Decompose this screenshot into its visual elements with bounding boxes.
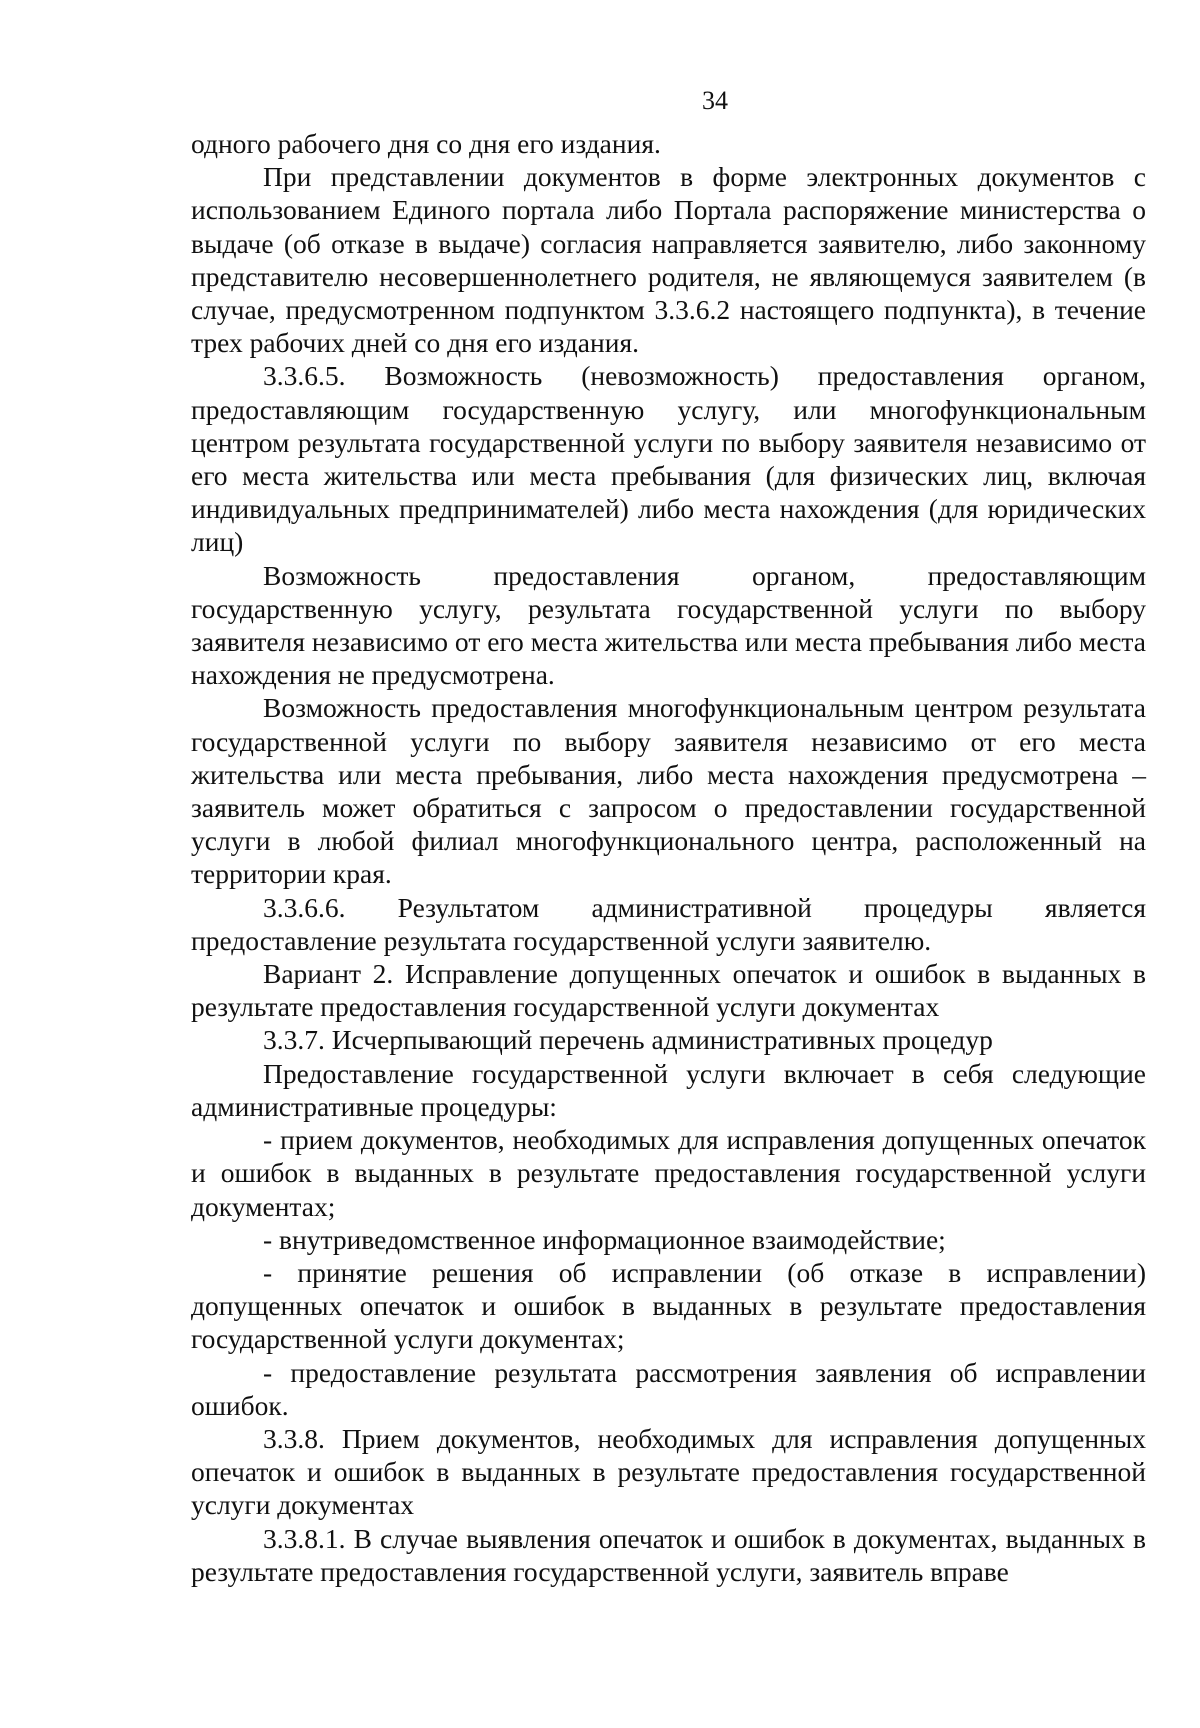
paragraph: 3.3.7. Исчерпывающий перечень административных процедур (263, 1024, 993, 1056)
paragraph: - принятие решения об исправлении (об отказе в исправлении) допущенных опечаток и ошибок в выданных в результате предоставления государственной услуги документах; (191, 1256, 1146, 1355)
paragraph: одного рабочего дня со дня его издания. (191, 128, 661, 159)
paragraph: 3.3.8. Прием документов, необходимых для исправления допущенных опечаток и ошибок в выданных в результате предоставления государственной услуги документах (191, 1422, 1146, 1521)
paragraph: Возможность предоставления многофункциональным центром результата государственной услуги по выбору заявителя независимо от его места жительства или места пребывания, либо места нахождения предусмотрена – заявитель может обратиться с запросом о предоставлении государственной услуги в любой филиал многофункционального центра, расположенный на территории края. (191, 692, 1146, 890)
paragraph: Возможность предоставления органом, предоставляющим государственную услугу, результата государственной услуги по выбору заявителя независимо от его места жительства или места пребывания либо места нахождения не предусмотрена. (191, 559, 1146, 691)
document-body (191, 127, 1146, 1588)
paragraph: Предоставление государственной услуги включает в себя следующие административные процедуры: (191, 1057, 1146, 1122)
paragraph: При представлении документов в форме электронных документов с использованием Единого портала либо Портала распоряжение министерства о выдаче (об отказе в выдаче) согласия направляется заявителю, либо законному представителю несовершеннолетнего родителя, не являющемуся заявителем (в случае, предусмотренном подпунктом 3.3.6.2 настоящего подпункта), в течение трех рабочих дней со дня его издания. (191, 161, 1146, 359)
paragraph: - предоставление результата рассмотрения заявления об исправлении ошибок. (191, 1356, 1146, 1421)
paragraph: 3.3.8.1. В случае выявления опечаток и ошибок в документах, выданных в результате предоставления государственной услуги, заявитель вправе (191, 1522, 1146, 1587)
paragraph: 3.3.6.5. Возможность (невозможность) предоставления органом, предоставляющим государственную услугу, или многофункциональным центром результата государственной услуги по выбору заявителя независимо от его места жительства или места пребывания (для физических лиц, включая индивидуальных предпринимателей) либо места нахождения (для юридических лиц) (191, 360, 1146, 558)
page-number: 34 (702, 86, 728, 115)
paragraph: - внутриведомственное информационное взаимодействие; (263, 1223, 946, 1255)
paragraph: 3.3.6.6. Результатом административной процедуры является предоставление результата государственной услуги заявителю. (191, 891, 1146, 956)
paragraph: - прием документов, необходимых для исправления допущенных опечаток и ошибок в выданных в результате предоставления государственной услуги документах; (191, 1124, 1146, 1222)
paragraph: Вариант 2. Исправление допущенных опечаток и ошибок в выданных в результате предоставления государственной услуги документах (191, 958, 1146, 1023)
